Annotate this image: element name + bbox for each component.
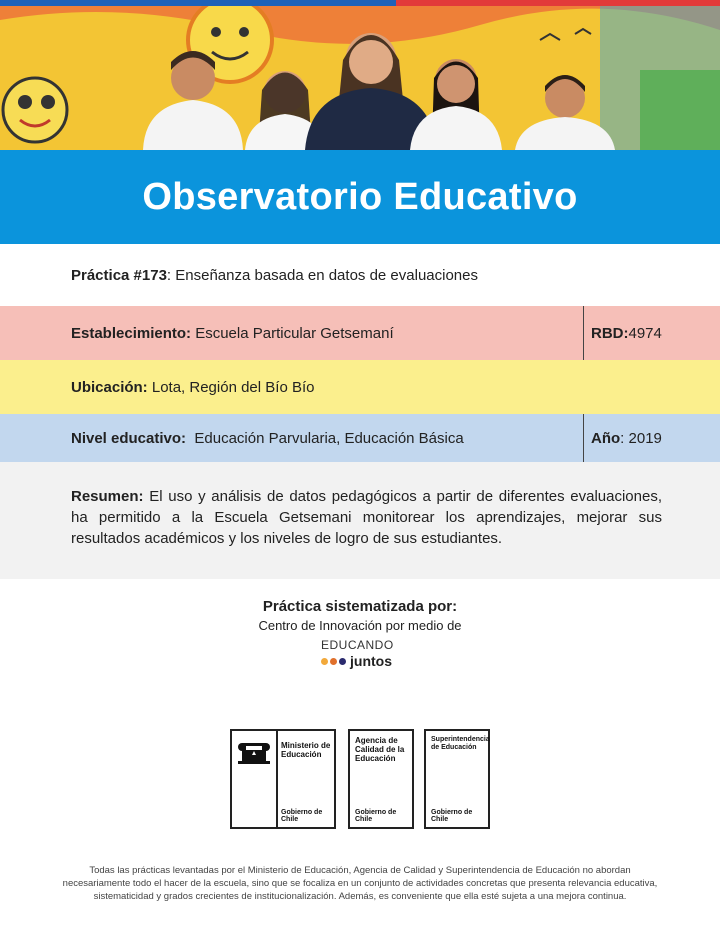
- footer-disclaimer: Todas las prácticas levantadas por el Ministerio de Educación, Agencia de Calidad y Superintendencia de Educación no abordan necesariamente todo el hacer de la escuela, sino que se focaliza en un conjunto de actividades concretas que presenta relevancia educativa, sistematicidad y grados crecientes de institucionalización. Además, es conveniente que ella esté sujeta a una mejora continua.: [62, 865, 658, 902]
- summary-paragraph: [71, 486, 662, 549]
- summary-label: Resumen:: [71, 488, 144, 505]
- superintendencia-logo: [424, 729, 490, 829]
- location-label: Ubicación:: [71, 378, 148, 396]
- chile-coat-of-arms-icon: [236, 737, 272, 765]
- logo-divider: [276, 731, 278, 827]
- practice-row: [0, 244, 720, 306]
- educando-juntos-line2: juntos: [350, 653, 392, 669]
- practice-label: Práctica #173: [71, 266, 167, 284]
- rbd-cell: [591, 306, 662, 360]
- educando-juntos-line1: EDUCANDO: [321, 638, 394, 652]
- credit-section: [0, 598, 720, 633]
- credit-subtitle: Centro de Innovación por medio de: [258, 618, 462, 633]
- rbd-value: 4974: [628, 324, 662, 342]
- top-color-stripe: [0, 0, 720, 6]
- page-title: Observatorio Educativo: [142, 175, 578, 218]
- ministerio-educacion-logo: [230, 729, 336, 829]
- educando-juntos-logo: [321, 639, 411, 669]
- header-photo-illustration: [0, 0, 720, 150]
- location-cell: [0, 379, 314, 396]
- school-cell: [0, 325, 394, 342]
- agencia-footer: Gobierno de Chile: [355, 809, 397, 823]
- level-cell: [0, 430, 464, 447]
- rbd-label: RBD:: [591, 324, 629, 342]
- ministerio-name: Ministerio de Educación: [281, 741, 331, 759]
- year-cell: [591, 414, 662, 462]
- school-value: Escuela Particular Getsemaní: [191, 324, 394, 342]
- ministerio-footer: Gobierno de Chile: [281, 809, 323, 823]
- year-value: : 2019: [620, 429, 662, 447]
- location-value: Lota, Región del Bío Bío: [147, 378, 315, 396]
- logo-dot-1: [321, 658, 328, 665]
- level-value: Educación Parvularia, Educación Básica: [186, 429, 464, 447]
- year-label: Año: [591, 429, 621, 447]
- school-label: Establecimiento:: [71, 324, 192, 342]
- school-row-divider: [583, 306, 584, 360]
- summary-section: [0, 462, 720, 579]
- superintendencia-footer: Gobierno de Chile: [431, 809, 473, 823]
- header-photo: [0, 0, 720, 150]
- logo-dot-3: [339, 658, 346, 665]
- practice-value: : Enseñanza basada en datos de evaluaciones: [166, 266, 478, 284]
- educando-juntos-row: [321, 653, 411, 669]
- summary-text: El uso y análisis de datos pedagógicos a partir de diferentes evaluaciones, ha permitido a la Escuela Getsemani monitorear los aprendizajes, mejorar sus resultados académicos y los niveles de logro de sus estudiantes.: [71, 488, 662, 547]
- practice-cell: [0, 267, 478, 284]
- agencia-calidad-logo: [348, 729, 414, 829]
- location-row: [0, 360, 720, 414]
- level-row-divider: [583, 414, 584, 462]
- agencia-name: Agencia de Calidad de la Educación: [355, 736, 405, 763]
- logo-dot-2: [330, 658, 337, 665]
- level-row: [0, 414, 720, 462]
- superintendencia-name: Superintendencia de Educación: [431, 736, 490, 751]
- level-label: Nivel educativo:: [71, 429, 187, 447]
- school-row: [0, 306, 720, 360]
- credit-title: Práctica sistematizada por:: [262, 598, 458, 615]
- title-banner: [0, 150, 720, 244]
